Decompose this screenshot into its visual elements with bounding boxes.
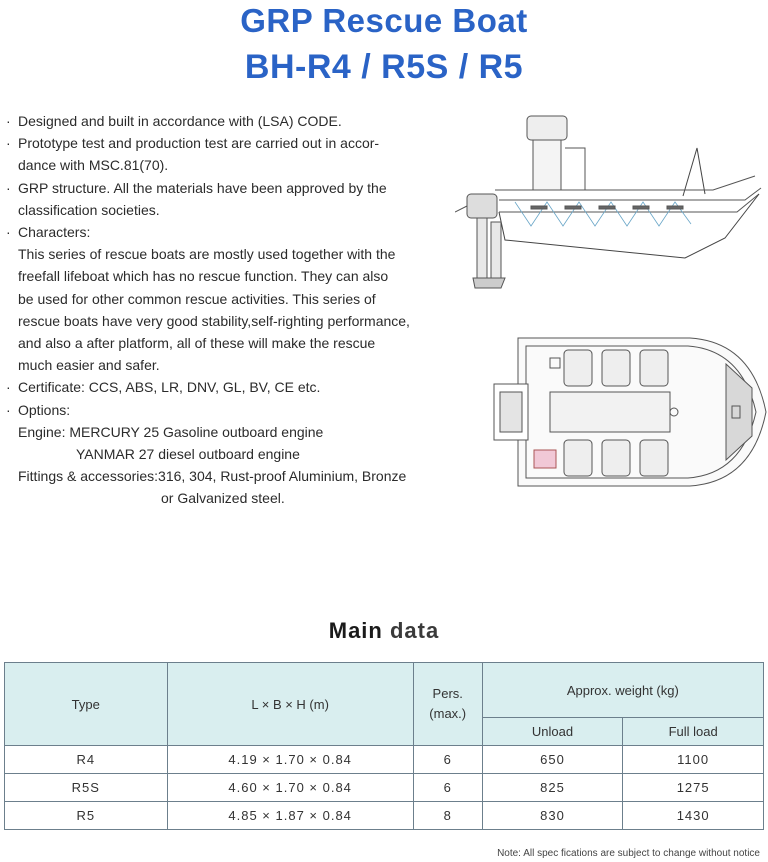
cell-pers: 6 <box>413 774 482 802</box>
header-pers <box>413 663 482 746</box>
feature-text: Options: <box>18 401 71 418</box>
feature-item <box>6 376 466 398</box>
cell-unload: 650 <box>482 746 623 774</box>
disclaimer-note: Note: All spec fications are subject to change without notice <box>497 848 760 859</box>
boat-side-view-drawing <box>455 108 768 308</box>
main-data-heading <box>0 618 768 644</box>
cell-pers: 8 <box>413 802 482 830</box>
option-engine: Engine: MERCURY 25 Gasoline outboard engine <box>18 423 324 440</box>
feature-text: classification societies. <box>18 201 160 218</box>
feature-text: Designed and built in accordance with (LSA) CODE. <box>18 113 342 129</box>
cell-dims: 4.19 × 1.70 × 0.84 <box>167 746 413 774</box>
header-dims: L × B × H (m) <box>167 663 413 746</box>
feature-text: Characters: <box>18 224 91 241</box>
feature-item <box>6 110 466 132</box>
cell-full-load: 1430 <box>623 802 764 830</box>
characters-line: and also a after platform, all of these will make the rescue <box>18 335 376 352</box>
characters-line: much easier and safer. <box>18 357 160 374</box>
cell-type: R5S <box>5 774 168 802</box>
feature-text: Certificate: CCS, ABS, LR, DNV, GL, BV, CE etc. <box>18 379 321 396</box>
header-type: Type <box>5 663 168 746</box>
header-weight: Approx. weight (kg) <box>482 663 763 718</box>
bullet: · <box>6 179 11 196</box>
main-data-heading-a: Main <box>328 618 390 643</box>
bullet: · <box>6 224 11 241</box>
cell-unload: 825 <box>482 774 623 802</box>
feature-text: GRP structure. All the materials have been approved by the <box>18 179 387 196</box>
bullet: · <box>6 113 11 129</box>
header-full-load: Full load <box>623 718 764 746</box>
feature-list <box>6 110 466 510</box>
feature-item <box>6 132 466 176</box>
cell-full-load: 1100 <box>623 746 764 774</box>
header-unload: Unload <box>482 718 623 746</box>
cell-dims: 4.60 × 1.70 × 0.84 <box>167 774 413 802</box>
characters-line: rescue boats have very good stability,self-righting performance, <box>18 312 410 329</box>
cell-type: R5 <box>5 802 168 830</box>
cell-pers: 6 <box>413 746 482 774</box>
header-pers-line2: (max.) <box>429 706 467 721</box>
feature-text: dance with MSC.81(70). <box>18 157 169 174</box>
model-title: BH-R4 / R5S / R5 <box>244 48 524 86</box>
table-row <box>5 774 764 802</box>
characters-description <box>18 243 466 376</box>
characters-line: be used for other common rescue activities. This series of <box>18 290 376 307</box>
cell-dims: 4.85 × 1.87 × 0.84 <box>167 802 413 830</box>
bullet: · <box>6 401 11 418</box>
cell-full-load: 1275 <box>623 774 764 802</box>
cell-type: R4 <box>5 746 168 774</box>
boat-top-view-drawing <box>490 328 768 496</box>
option-fittings: Fittings & accessories:316, 304, Rust-proof Aluminium, Bronze <box>18 468 407 485</box>
characters-line: freefall lifeboat which has no rescue function. They can also <box>18 268 389 285</box>
option-fittings: or Galvanized steel. <box>161 490 285 507</box>
cell-unload: 830 <box>482 802 623 830</box>
feature-text: Prototype test and production test are carried out in accor- <box>18 135 380 152</box>
bullet: · <box>6 135 11 152</box>
header-pers-line1: Pers. <box>432 686 463 701</box>
document-title: GRP Rescue Boat <box>240 2 528 39</box>
feature-item <box>6 221 466 376</box>
main-data-heading-b: data <box>389 618 440 643</box>
characters-line: This series of rescue boats are mostly used together with the <box>18 246 396 263</box>
table-row <box>5 746 764 774</box>
table-row <box>5 802 764 830</box>
option-engine: YANMAR 27 diesel outboard engine <box>76 446 300 463</box>
feature-item <box>6 177 466 221</box>
bullet: · <box>6 379 11 396</box>
feature-item <box>6 399 466 510</box>
main-data-table <box>4 662 764 830</box>
